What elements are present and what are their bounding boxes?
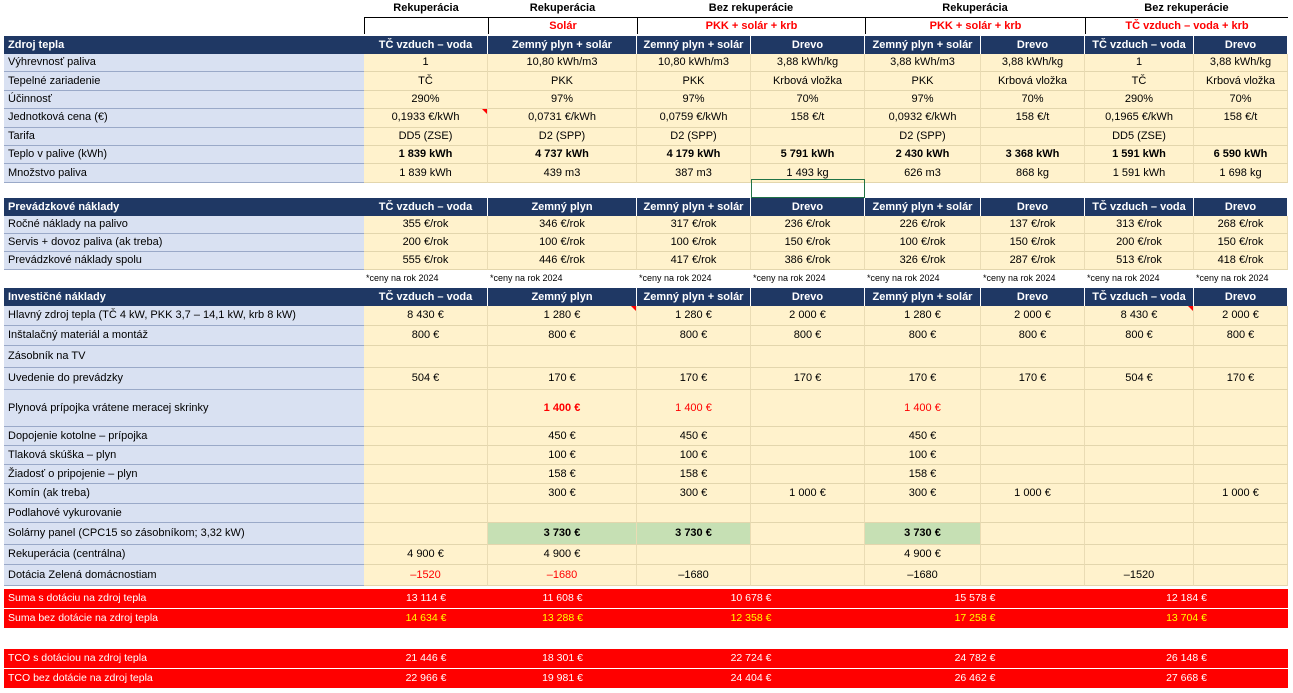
section1-row-label[interactable]: Tepelné zariadenie — [4, 72, 368, 90]
section3-cell-tc[interactable] — [364, 465, 488, 484]
tco-with-value[interactable]: 18 301 € — [488, 649, 637, 669]
tco-with-value[interactable]: 22 724 € — [637, 649, 865, 669]
section3-cell-plyn-solar-2[interactable]: 300 € — [637, 484, 751, 504]
section3-cell-drevo-2[interactable] — [981, 390, 1085, 427]
section3-cell-tc-2[interactable]: 800 € — [1085, 326, 1194, 346]
section2-cell-tc[interactable]: 555 €/rok — [364, 252, 488, 270]
tco-with-value[interactable]: 26 148 € — [1085, 649, 1288, 669]
section1-row-label[interactable]: Tarifa — [4, 128, 368, 146]
section1-cell-tc[interactable]: DD5 (ZSE) — [364, 128, 488, 146]
section2-cell-drevo-1[interactable]: 236 €/rok — [751, 216, 865, 234]
tco-with-value[interactable]: 24 782 € — [865, 649, 1085, 669]
section3-cell-drevo-3[interactable]: 170 € — [1194, 368, 1288, 390]
section3-cell-drevo-2[interactable] — [981, 545, 1085, 565]
section2-cell-drevo-1[interactable]: 150 €/rok — [751, 234, 865, 252]
price-note: *ceny na rok 2024 — [867, 273, 940, 283]
section3-cell-plyn-solar-3[interactable]: 4 900 € — [865, 545, 981, 565]
section2-header-plyn-solar-2[interactable]: Zemný plyn + solár — [637, 198, 751, 216]
section1-cell-drevo-3[interactable]: Krbová vložka — [1194, 72, 1288, 90]
tco-without-value[interactable]: 22 966 € — [364, 669, 488, 689]
section3-cell-tc-2[interactable] — [1085, 446, 1194, 465]
section2-header-drevo-1[interactable]: Drevo — [751, 198, 865, 216]
section3-cell-plyn-solar[interactable]: 300 € — [488, 484, 637, 504]
section3-cell-drevo-3[interactable]: 2 000 € — [1194, 306, 1288, 326]
tco-with-value[interactable]: 21 446 € — [364, 649, 488, 669]
section1-cell-plyn-solar-2[interactable]: 0,0759 €/kWh — [637, 109, 751, 127]
section2-cell-plyn-solar-2[interactable]: 100 €/rok — [637, 234, 751, 252]
section3-cell-plyn-solar[interactable]: 1 280 € — [488, 306, 637, 326]
section3-cell-tc[interactable] — [364, 484, 488, 504]
section3-cell-plyn-solar-2[interactable]: 800 € — [637, 326, 751, 346]
section3-row-label[interactable]: Žiadosť o pripojenie – plyn — [4, 465, 368, 484]
section2-cell-drevo-1[interactable]: 386 €/rok — [751, 252, 865, 270]
section3-row-label[interactable]: Zásobník na TV — [4, 346, 368, 368]
top-label-3[interactable]: Rekuperácia — [942, 2, 1008, 14]
price-note: *ceny na rok 2024 — [366, 273, 439, 283]
section1-cell-tc-2[interactable]: 1 591 kWh — [1085, 164, 1194, 182]
section1-cell-plyn-solar[interactable]: 0,0731 €/kWh — [488, 109, 637, 127]
section1-cell-drevo-3[interactable]: 70% — [1194, 91, 1288, 109]
section1-header-drevo-3[interactable]: Drevo — [1194, 36, 1288, 54]
section1-cell-drevo-3[interactable]: 3,88 kWh/kg — [1194, 54, 1288, 72]
sums-with-value[interactable]: 10 678 € — [637, 589, 865, 609]
section3-cell-tc-2[interactable] — [1085, 465, 1194, 484]
section1-cell-plyn-solar-3[interactable]: 626 m3 — [865, 164, 981, 182]
section3-row-label[interactable]: Hlavný zdroj tepla (TČ 4 kW, PKK 3,7 – 14,1 kW, krb 8 kW) — [4, 306, 368, 326]
top-label-1[interactable]: Rekuperácia — [529, 2, 596, 14]
section3-header-plyn-solar[interactable]: Zemný plyn — [488, 288, 637, 306]
section1-cell-plyn-solar-3[interactable]: 0,0932 €/kWh — [865, 109, 981, 127]
section3-cell-plyn-solar-2[interactable] — [637, 545, 751, 565]
sums-without-value[interactable]: 17 258 € — [865, 609, 1085, 629]
section3-cell-drevo-2[interactable]: 2 000 € — [981, 306, 1085, 326]
section3-cell-drevo-3[interactable]: 1 000 € — [1194, 484, 1288, 504]
section3-cell-plyn-solar[interactable]: 100 € — [488, 446, 637, 465]
sums-with-value[interactable]: 11 608 € — [488, 589, 637, 609]
tco-without-label[interactable]: TCO bez dotácie na zdroj tepla — [4, 669, 368, 689]
section2-cell-plyn-solar-3[interactable]: 326 €/rok — [865, 252, 981, 270]
section1-cell-plyn-solar-2[interactable]: 10,80 kWh/m3 — [637, 54, 751, 72]
section3-row-label[interactable]: Tlaková skúška – plyn — [4, 446, 368, 465]
section3-cell-drevo-1[interactable] — [751, 545, 865, 565]
price-note: *ceny na rok 2024 — [983, 273, 1056, 283]
section1-cell-tc[interactable]: 1 — [364, 54, 488, 72]
section2-cell-plyn-solar[interactable]: 100 €/rok — [488, 234, 637, 252]
section1-cell-plyn-solar-2[interactable]: 4 179 kWh — [637, 146, 751, 164]
section1-cell-tc-2[interactable]: 1 591 kWh — [1085, 146, 1194, 164]
section2-cell-drevo-2[interactable]: 150 €/rok — [981, 234, 1085, 252]
section3-row-label[interactable]: Podlahové vykurovanie — [4, 504, 368, 523]
section3-cell-tc-2[interactable] — [1085, 504, 1194, 523]
section3-cell-drevo-3[interactable] — [1194, 390, 1288, 427]
section3-cell-plyn-solar[interactable]: 3 730 € — [488, 523, 637, 545]
sums-without-label[interactable]: Suma bez dotácie na zdroj tepla — [4, 609, 368, 629]
section2-cell-tc[interactable]: 355 €/rok — [364, 216, 488, 234]
sums-without-value[interactable]: 13 704 € — [1085, 609, 1288, 629]
section3-cell-plyn-solar[interactable]: –1680 — [488, 565, 637, 586]
section3-header-plyn-solar-3[interactable]: Zemný plyn + solár — [865, 288, 981, 306]
section3-cell-drevo-3[interactable] — [1194, 565, 1288, 586]
section3-row-label[interactable]: Inštalačný materiál a montáž — [4, 326, 368, 346]
section1-cell-plyn-solar-2[interactable]: 97% — [637, 91, 751, 109]
tco-without-value[interactable]: 24 404 € — [637, 669, 865, 689]
section1-cell-plyn-solar-2[interactable]: D2 (SPP) — [637, 128, 751, 146]
section1-cell-drevo-2[interactable]: 158 €/t — [981, 109, 1085, 127]
section3-cell-plyn-solar-3[interactable]: 1 400 € — [865, 390, 981, 427]
section3-cell-drevo-1[interactable] — [751, 346, 865, 368]
sums-without-value[interactable]: 14 634 € — [364, 609, 488, 629]
tco-with-label[interactable]: TCO s dotáciou na zdroj tepla — [4, 649, 368, 669]
section3-cell-drevo-1[interactable] — [751, 465, 865, 484]
section1-cell-drevo-2[interactable] — [981, 128, 1085, 146]
section2-header-plyn-solar-3[interactable]: Zemný plyn + solár — [865, 198, 981, 216]
sub-label-2[interactable]: PKK + solár + krb — [637, 17, 865, 34]
section1-header-plyn-solar-3[interactable]: Zemný plyn + solár — [865, 36, 981, 54]
section3-cell-drevo-1[interactable]: 2 000 € — [751, 306, 865, 326]
section1-cell-drevo-1[interactable]: 1 493 kg — [751, 164, 865, 182]
section1-cell-tc-2[interactable]: 1 — [1085, 54, 1194, 72]
top-label-4[interactable]: Bez rekuperácie — [1144, 2, 1229, 14]
section1-cell-plyn-solar[interactable]: D2 (SPP) — [488, 128, 637, 146]
section2-title[interactable]: Prevádzkové náklady — [4, 198, 368, 216]
section1-cell-tc-2[interactable]: DD5 (ZSE) — [1085, 128, 1194, 146]
section1-cell-plyn-solar-3[interactable]: 2 430 kWh — [865, 146, 981, 164]
price-note: *ceny na rok 2024 — [1087, 273, 1160, 283]
section1-row-label[interactable]: Účinnosť — [4, 91, 368, 109]
sub-label-0[interactable] — [364, 17, 488, 34]
section3-row-label[interactable]: Dopojenie kotolne – prípojka — [4, 427, 368, 446]
section3-cell-tc[interactable] — [364, 504, 488, 523]
section3-cell-drevo-2[interactable]: 170 € — [981, 368, 1085, 390]
section1-cell-drevo-2[interactable]: 868 kg — [981, 164, 1085, 182]
section3-cell-drevo-1[interactable] — [751, 390, 865, 427]
section1-cell-plyn-solar-3[interactable]: 97% — [865, 91, 981, 109]
section3-row-label[interactable]: Uvedenie do prevádzky — [4, 368, 368, 390]
section1-cell-drevo-1[interactable]: Krbová vložka — [751, 72, 865, 90]
section2-row-label[interactable]: Servis + dovoz paliva (ak treba) — [4, 234, 368, 252]
section1-cell-plyn-solar[interactable]: 10,80 kWh/m3 — [488, 54, 637, 72]
section3-row-label[interactable]: Komín (ak treba) — [4, 484, 368, 504]
section3-row-label[interactable]: Rekuperácia (centrálna) — [4, 545, 368, 565]
section1-cell-drevo-1[interactable]: 5 791 kWh — [751, 146, 865, 164]
sub-label-3[interactable]: PKK + solár + krb — [865, 17, 1085, 34]
section3-cell-drevo-2[interactable] — [981, 504, 1085, 523]
price-note: *ceny na rok 2024 — [1196, 273, 1269, 283]
section3-cell-tc-2[interactable]: 8 430 € — [1085, 306, 1194, 326]
section1-row-label[interactable]: Jednotková cena (€) — [4, 109, 368, 127]
section1-cell-tc[interactable]: TČ — [364, 72, 488, 90]
section1-cell-plyn-solar[interactable]: 4 737 kWh — [488, 146, 637, 164]
section3-cell-tc[interactable]: 800 € — [364, 326, 488, 346]
section3-cell-drevo-3[interactable] — [1194, 465, 1288, 484]
tco-without-value[interactable]: 26 462 € — [865, 669, 1085, 689]
section3-cell-plyn-solar-3[interactable]: 3 730 € — [865, 523, 981, 545]
section1-cell-plyn-solar-3[interactable]: 3,88 kWh/m3 — [865, 54, 981, 72]
section1-cell-drevo-1[interactable]: 3,88 kWh/kg — [751, 54, 865, 72]
section3-cell-tc[interactable] — [364, 523, 488, 545]
section1-cell-drevo-3[interactable]: 158 €/t — [1194, 109, 1288, 127]
section1-cell-drevo-2[interactable]: 3 368 kWh — [981, 146, 1085, 164]
price-note: *ceny na rok 2024 — [490, 273, 563, 283]
section3-header-drevo-3[interactable]: Drevo — [1194, 288, 1288, 306]
section1-cell-plyn-solar-2[interactable]: PKK — [637, 72, 751, 90]
selected-cell-outline — [751, 179, 865, 198]
section3-cell-tc[interactable]: –1520 — [364, 565, 488, 586]
section2-cell-drevo-3[interactable]: 418 €/rok — [1194, 252, 1288, 270]
section2-header-drevo-2[interactable]: Drevo — [981, 198, 1085, 216]
section2-header-tc[interactable]: TČ vzduch – voda — [364, 198, 488, 216]
section1-cell-drevo-3[interactable]: 1 698 kg — [1194, 164, 1288, 182]
tco-without-value[interactable]: 27 668 € — [1085, 669, 1288, 689]
section3-cell-drevo-3[interactable]: 800 € — [1194, 326, 1288, 346]
section3-cell-drevo-1[interactable] — [751, 565, 865, 586]
section3-cell-plyn-solar-2[interactable]: 450 € — [637, 427, 751, 446]
section1-row-label[interactable]: Teplo v palive (kWh) — [4, 146, 368, 164]
section1-cell-tc-2[interactable]: 290% — [1085, 91, 1194, 109]
section3-row-label[interactable]: Dotácia Zelená domácnostiam — [4, 565, 368, 586]
section3-cell-drevo-2[interactable]: 800 € — [981, 326, 1085, 346]
section2-cell-drevo-3[interactable]: 268 €/rok — [1194, 216, 1288, 234]
section2-cell-plyn-solar-3[interactable]: 226 €/rok — [865, 216, 981, 234]
section3-cell-drevo-3[interactable] — [1194, 346, 1288, 368]
section3-cell-tc-2[interactable] — [1085, 523, 1194, 545]
section1-cell-tc[interactable]: 1 839 kWh — [364, 164, 488, 182]
section3-cell-tc[interactable]: 8 430 € — [364, 306, 488, 326]
section3-cell-drevo-2[interactable] — [981, 523, 1085, 545]
section1-row-label[interactable]: Množstvo paliva — [4, 164, 368, 182]
section3-cell-tc[interactable]: 4 900 € — [364, 545, 488, 565]
section2-cell-plyn-solar-2[interactable]: 417 €/rok — [637, 252, 751, 270]
section1-cell-plyn-solar-3[interactable]: D2 (SPP) — [865, 128, 981, 146]
section3-cell-tc-2[interactable] — [1085, 346, 1194, 368]
section1-cell-tc[interactable]: 290% — [364, 91, 488, 109]
section1-cell-drevo-2[interactable]: 70% — [981, 91, 1085, 109]
section3-cell-plyn-solar-2[interactable]: 1 400 € — [637, 390, 751, 427]
section3-cell-plyn-solar-3[interactable]: –1680 — [865, 565, 981, 586]
section2-row-label[interactable]: Prevádzkové náklady spolu — [4, 252, 368, 270]
section2-cell-drevo-3[interactable]: 150 €/rok — [1194, 234, 1288, 252]
sub-label-1[interactable]: Solár — [488, 17, 637, 34]
sub-label-4[interactable]: TČ vzduch – voda + krb — [1085, 17, 1288, 34]
section3-cell-drevo-2[interactable] — [981, 446, 1085, 465]
section3-cell-plyn-solar-2[interactable] — [637, 346, 751, 368]
sums-without-value[interactable]: 12 358 € — [637, 609, 865, 629]
section1-header-plyn-solar-2[interactable]: Zemný plyn + solár — [637, 36, 751, 54]
section3-cell-drevo-3[interactable] — [1194, 523, 1288, 545]
section3-cell-drevo-3[interactable] — [1194, 545, 1288, 565]
section2-row-label[interactable]: Ročné náklady na palivo — [4, 216, 368, 234]
section3-cell-plyn-solar-2[interactable]: 158 € — [637, 465, 751, 484]
section3-cell-drevo-1[interactable] — [751, 446, 865, 465]
section3-cell-drevo-2[interactable]: 1 000 € — [981, 484, 1085, 504]
section3-cell-plyn-solar-2[interactable]: 100 € — [637, 446, 751, 465]
section3-cell-drevo-2[interactable] — [981, 565, 1085, 586]
section3-cell-drevo-2[interactable] — [981, 465, 1085, 484]
section3-cell-drevo-1[interactable] — [751, 427, 865, 446]
section1-cell-tc[interactable]: 1 839 kWh — [364, 146, 488, 164]
section2-header-tc-2[interactable]: TČ vzduch – voda — [1085, 198, 1194, 216]
section3-header-tc[interactable]: TČ vzduch – voda — [364, 288, 488, 306]
section3-cell-plyn-solar-3[interactable] — [865, 346, 981, 368]
section2-cell-plyn-solar[interactable]: 446 €/rok — [488, 252, 637, 270]
section3-cell-plyn-solar[interactable]: 170 € — [488, 368, 637, 390]
section3-cell-drevo-1[interactable]: 1 000 € — [751, 484, 865, 504]
section3-header-drevo-1[interactable]: Drevo — [751, 288, 865, 306]
section3-cell-plyn-solar-3[interactable]: 450 € — [865, 427, 981, 446]
section3-row-label[interactable]: Plynová prípojka vrátene meracej skrinky — [4, 390, 368, 427]
section3-cell-drevo-3[interactable] — [1194, 504, 1288, 523]
section1-header-drevo-1[interactable]: Drevo — [751, 36, 865, 54]
section2-header-drevo-3[interactable]: Drevo — [1194, 198, 1288, 216]
section3-cell-plyn-solar-3[interactable]: 100 € — [865, 446, 981, 465]
section3-cell-tc-2[interactable] — [1085, 484, 1194, 504]
section2-cell-tc-2[interactable]: 313 €/rok — [1085, 216, 1194, 234]
section1-header-drevo-2[interactable]: Drevo — [981, 36, 1085, 54]
section3-cell-plyn-solar-2[interactable]: –1680 — [637, 565, 751, 586]
sums-with-label[interactable]: Suma s dotáciu na zdroj tepla — [4, 589, 368, 609]
section3-cell-drevo-1[interactable]: 800 € — [751, 326, 865, 346]
section1-cell-plyn-solar[interactable]: PKK — [488, 72, 637, 90]
section1-cell-plyn-solar-2[interactable]: 387 m3 — [637, 164, 751, 182]
section3-cell-plyn-solar[interactable] — [488, 504, 637, 523]
top-label-0[interactable]: Rekuperácia — [393, 2, 459, 14]
section1-cell-drevo-3[interactable]: 6 590 kWh — [1194, 146, 1288, 164]
section3-cell-plyn-solar-2[interactable]: 1 280 € — [637, 306, 751, 326]
section2-cell-drevo-2[interactable]: 287 €/rok — [981, 252, 1085, 270]
section3-cell-plyn-solar-3[interactable]: 1 280 € — [865, 306, 981, 326]
section1-header-plyn-solar[interactable]: Zemný plyn + solár — [488, 36, 637, 54]
section3-cell-drevo-2[interactable] — [981, 427, 1085, 446]
top-label-2[interactable]: Bez rekuperácie — [708, 2, 794, 14]
section2-cell-plyn-solar-2[interactable]: 317 €/rok — [637, 216, 751, 234]
section3-cell-drevo-1[interactable]: 170 € — [751, 368, 865, 390]
section1-cell-tc-2[interactable]: 0,1965 €/kWh — [1085, 109, 1194, 127]
section3-cell-plyn-solar[interactable]: 4 900 € — [488, 545, 637, 565]
section2-cell-tc-2[interactable]: 513 €/rok — [1085, 252, 1194, 270]
section3-cell-plyn-solar[interactable]: 158 € — [488, 465, 637, 484]
section3-cell-tc-2[interactable] — [1085, 390, 1194, 427]
sums-without-value[interactable]: 13 288 € — [488, 609, 637, 629]
section1-cell-plyn-solar[interactable]: 97% — [488, 91, 637, 109]
section3-cell-tc[interactable] — [364, 446, 488, 465]
section3-cell-tc-2[interactable] — [1085, 545, 1194, 565]
section2-cell-tc[interactable]: 200 €/rok — [364, 234, 488, 252]
section3-cell-tc-2[interactable]: –1520 — [1085, 565, 1194, 586]
section1-row-label[interactable]: Výhrevnosť paliva — [4, 54, 368, 72]
section3-cell-plyn-solar-2[interactable] — [637, 504, 751, 523]
section3-title[interactable]: Investičné náklady — [4, 288, 368, 306]
section3-header-tc-2[interactable]: TČ vzduch – voda — [1085, 288, 1194, 306]
section3-cell-tc[interactable]: 504 € — [364, 368, 488, 390]
section1-cell-drevo-1[interactable]: 158 €/t — [751, 109, 865, 127]
section1-cell-plyn-solar[interactable]: 439 m3 — [488, 164, 637, 182]
section3-cell-plyn-solar[interactable]: 450 € — [488, 427, 637, 446]
section3-cell-tc[interactable] — [364, 346, 488, 368]
section3-cell-drevo-3[interactable] — [1194, 427, 1288, 446]
sums-with-value[interactable]: 12 184 € — [1085, 589, 1288, 609]
section3-cell-tc[interactable] — [364, 390, 488, 427]
section1-cell-plyn-solar-3[interactable]: PKK — [865, 72, 981, 90]
section3-cell-plyn-solar-3[interactable]: 170 € — [865, 368, 981, 390]
section2-cell-plyn-solar[interactable]: 346 €/rok — [488, 216, 637, 234]
section3-cell-tc[interactable] — [364, 427, 488, 446]
section3-cell-plyn-solar-3[interactable]: 158 € — [865, 465, 981, 484]
section1-cell-drevo-2[interactable]: 3,88 kWh/kg — [981, 54, 1085, 72]
section3-cell-plyn-solar-3[interactable]: 800 € — [865, 326, 981, 346]
section3-cell-drevo-2[interactable] — [981, 346, 1085, 368]
sums-with-value[interactable]: 13 114 € — [364, 589, 488, 609]
section3-cell-plyn-solar[interactable]: 800 € — [488, 326, 637, 346]
section3-row-label[interactable]: Solárny panel (CPC15 so zásobníkom; 3,32 kW) — [4, 523, 368, 545]
sums-with-value[interactable]: 15 578 € — [865, 589, 1085, 609]
section3-cell-plyn-solar[interactable]: 1 400 € — [488, 390, 637, 427]
section1-cell-drevo-1[interactable]: 70% — [751, 91, 865, 109]
section1-cell-drevo-1[interactable] — [751, 128, 865, 146]
section3-cell-drevo-1[interactable] — [751, 504, 865, 523]
section1-header-tc-2[interactable]: TČ vzduch – voda — [1085, 36, 1194, 54]
section1-header-tc[interactable]: TČ vzduch – voda — [364, 36, 488, 54]
price-note: *ceny na rok 2024 — [753, 273, 826, 283]
section3-cell-plyn-solar[interactable] — [488, 346, 637, 368]
section3-cell-plyn-solar-2[interactable]: 3 730 € — [637, 523, 751, 545]
section3-header-plyn-solar-2[interactable]: Zemný plyn + solár — [637, 288, 751, 306]
section3-cell-tc-2[interactable] — [1085, 427, 1194, 446]
section3-cell-plyn-solar-2[interactable]: 170 € — [637, 368, 751, 390]
section1-cell-drevo-2[interactable]: Krbová vložka — [981, 72, 1085, 90]
section2-cell-plyn-solar-3[interactable]: 100 €/rok — [865, 234, 981, 252]
section2-cell-drevo-2[interactable]: 137 €/rok — [981, 216, 1085, 234]
section3-cell-drevo-3[interactable] — [1194, 446, 1288, 465]
section3-cell-plyn-solar-3[interactable] — [865, 504, 981, 523]
section3-header-drevo-2[interactable]: Drevo — [981, 288, 1085, 306]
price-note: *ceny na rok 2024 — [639, 273, 712, 283]
section1-title[interactable]: Zdroj tepla — [4, 36, 368, 54]
section1-cell-tc[interactable]: 0,1933 €/kWh — [364, 109, 488, 127]
section1-cell-drevo-3[interactable] — [1194, 128, 1288, 146]
section3-cell-drevo-1[interactable] — [751, 523, 865, 545]
section2-header-plyn-solar[interactable]: Zemný plyn — [488, 198, 637, 216]
section3-cell-plyn-solar-3[interactable]: 300 € — [865, 484, 981, 504]
section2-cell-tc-2[interactable]: 200 €/rok — [1085, 234, 1194, 252]
tco-without-value[interactable]: 19 981 € — [488, 669, 637, 689]
section1-cell-tc-2[interactable]: TČ — [1085, 72, 1194, 90]
section3-cell-tc-2[interactable]: 504 € — [1085, 368, 1194, 390]
